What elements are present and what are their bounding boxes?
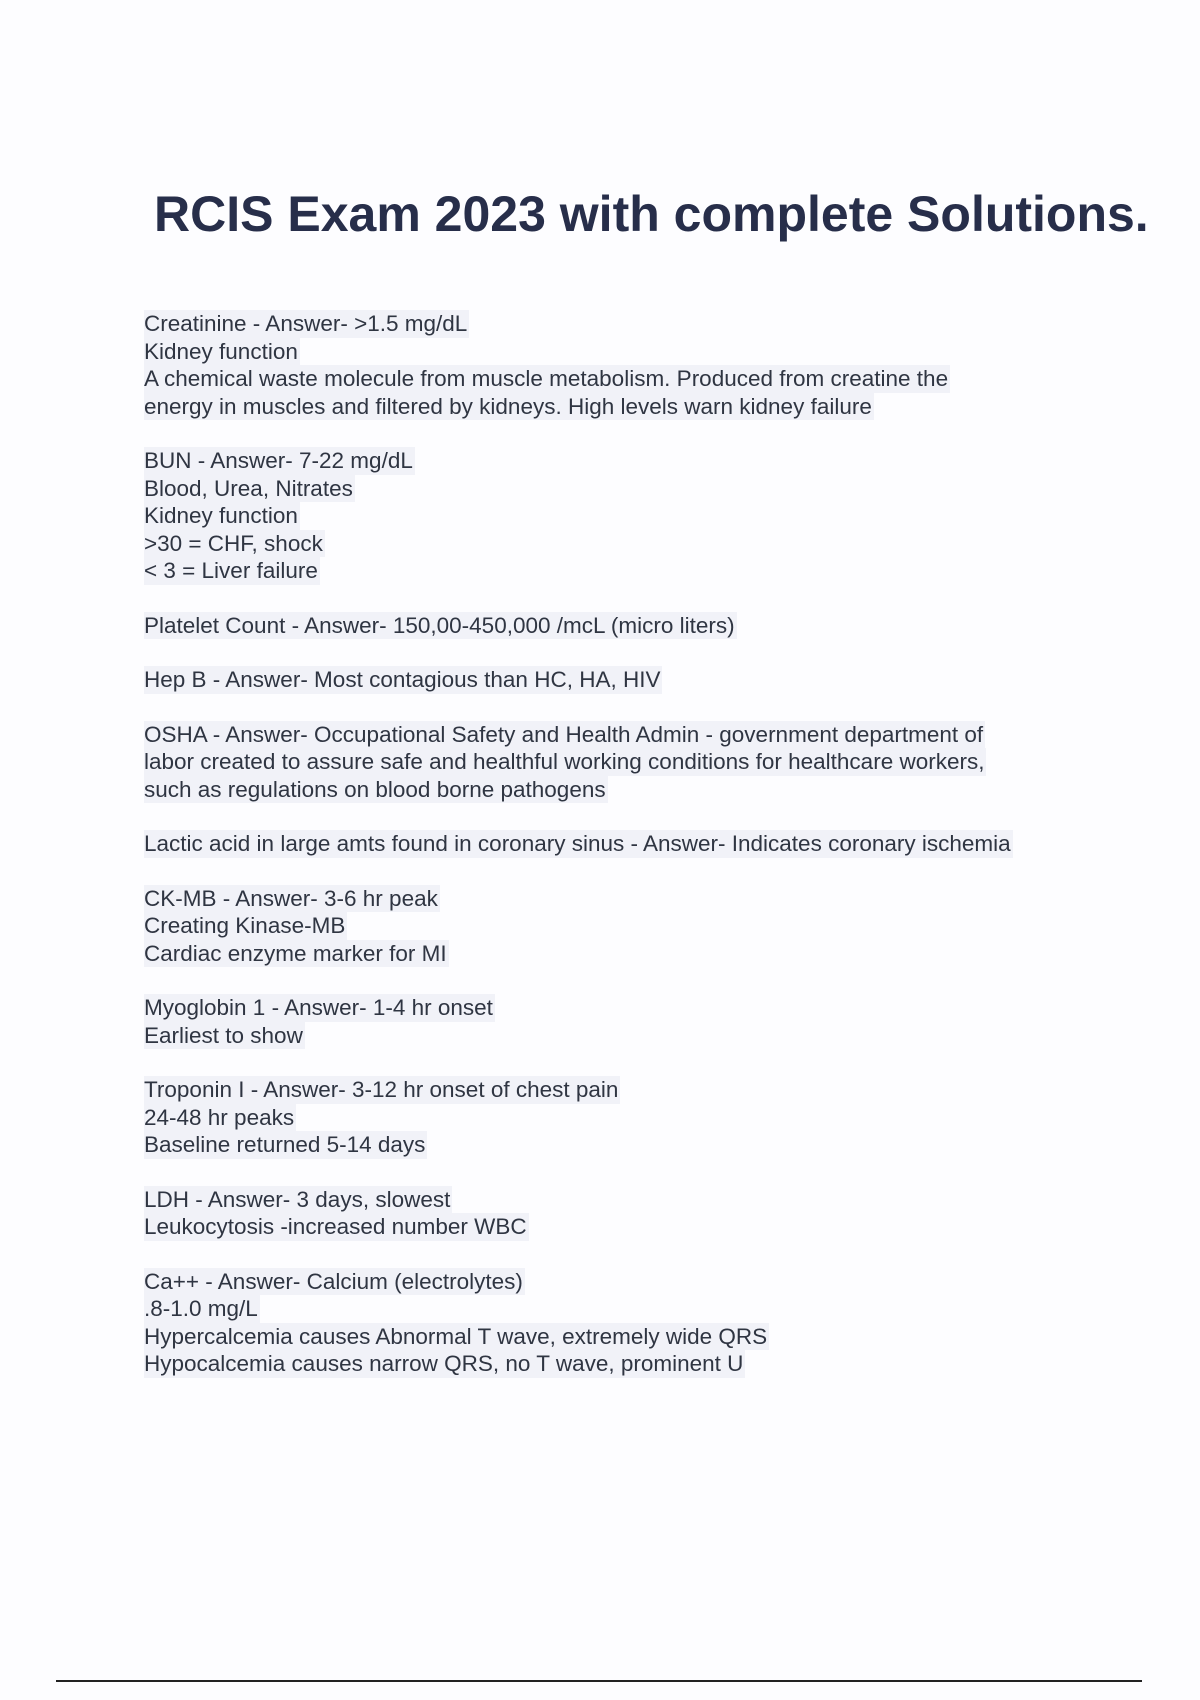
entry-line: Baseline returned 5-14 days	[144, 1132, 426, 1157]
entry-line: CK-MB - Answer- 3-6 hr peak	[144, 885, 438, 911]
entry-line: Creatinine - Answer- >1.5 mg/dL	[144, 311, 468, 336]
entry-line: Troponin I - Answer- 3-12 hr onset of chest pain	[144, 1077, 619, 1102]
entry-line: Kidney function	[144, 503, 298, 528]
entry-line: Hep B - Answer- Most contagious than HC, HA, HIV	[144, 667, 661, 692]
entry-line: Earliest to show	[144, 1022, 303, 1048]
qa-entry-platelet-count	[144, 612, 1144, 640]
entry-line: Myoglobin 1 - Answer- 1-4 hr onset	[144, 995, 493, 1020]
entry-line: labor created to assure safe and healthful working conditions for healthcare workers,	[144, 749, 985, 774]
entry-line: A chemical waste molecule from muscle metabolism. Produced from creatine the	[144, 366, 949, 391]
qa-entry-hep-b	[144, 666, 1144, 694]
qa-entry-osha	[144, 721, 1144, 804]
entry-line: < 3 = Liver failure	[144, 558, 318, 583]
entry-line: 24-48 hr peaks	[144, 1104, 295, 1130]
qa-list	[144, 310, 1144, 1405]
entry-line: LDH - Answer- 3 days, slowest	[144, 1186, 451, 1212]
qa-entry-ldh	[144, 1186, 1144, 1241]
entry-line: Platelet Count - Answer- 150,00-450,000 /mcL (micro liters)	[144, 612, 735, 638]
entry-line: Cardiac enzyme marker for MI	[144, 940, 447, 966]
entry-line: energy in muscles and filtered by kidneys. High levels warn kidney failure	[144, 393, 872, 419]
qa-entry-calcium	[144, 1268, 1144, 1378]
entry-line: Ca++ - Answer- Calcium (electrolytes)	[144, 1268, 523, 1294]
qa-entry-ck-mb	[144, 885, 1144, 968]
entry-line: .8-1.0 mg/L	[144, 1296, 258, 1321]
entry-line: Creating Kinase-MB	[144, 913, 346, 938]
entry-line: Leukocytosis -increased number WBC	[144, 1214, 527, 1239]
qa-entry-troponin	[144, 1076, 1144, 1159]
entry-line: Blood, Urea, Nitrates	[144, 475, 353, 501]
page-title: RCIS Exam 2023 with complete Solutions.	[154, 186, 1149, 242]
qa-entry-myoglobin	[144, 994, 1144, 1049]
qa-entry-lactic-acid	[144, 830, 1144, 858]
footer-divider	[56, 1680, 1142, 1682]
qa-entry-creatinine	[144, 310, 1144, 420]
entry-line: >30 = CHF, shock	[144, 530, 323, 556]
entry-line: such as regulations on blood borne pathogens	[144, 776, 606, 802]
entry-line: OSHA - Answer- Occupational Safety and Health Admin - government department of	[144, 721, 984, 747]
entry-line: Hypercalcemia causes Abnormal T wave, extremely wide QRS	[144, 1323, 768, 1349]
entry-line: Lactic acid in large amts found in coronary sinus - Answer- Indicates coronary ischemia	[144, 831, 1011, 856]
entry-line: BUN - Answer- 7-22 mg/dL	[144, 448, 413, 473]
entry-line: Kidney function	[144, 338, 298, 364]
qa-entry-bun	[144, 447, 1144, 585]
entry-line: Hypocalcemia causes narrow QRS, no T wave, prominent U	[144, 1351, 744, 1376]
